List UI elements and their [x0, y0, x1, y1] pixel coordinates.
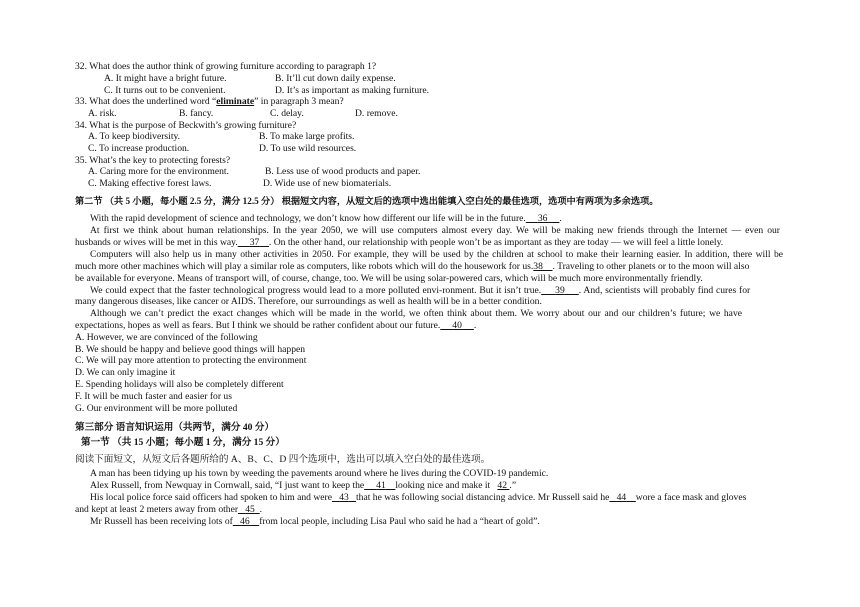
q32-option-d: D. It’s as important as making furniture.	[275, 85, 430, 96]
q34-option-a: A. To keep biodiversity.	[88, 131, 181, 142]
q33-stem	[75, 96, 344, 108]
passage-p4-line1: We could expect that the faster technological progress would lead to a more polluted envi-ronment. But it isn’t true. 39 . And, scientists will probably find cures for	[90, 285, 751, 296]
cloze-line1: A man has been tidying up his town by weeding the pavements around where he lives during the COVID-19 pandemic.	[90, 468, 549, 479]
q33-option-d: D. remove.	[355, 108, 398, 119]
blank-38: 38	[533, 261, 543, 272]
q32-option-a: A. It might have a bright future.	[104, 73, 227, 84]
q32-option-c: C. It turns out to be convenient.	[104, 85, 226, 96]
q33-option-a: A. risk.	[88, 108, 117, 119]
q32-stem: 32. What does the author think of growing furniture according to paragraph 1?	[75, 61, 377, 72]
q35-option-d: D. Wide use of new biomaterials.	[263, 178, 392, 189]
option-c: C. We will pay more attention to protecting the environment	[75, 355, 307, 366]
passage-p2-line2: husbands or wives will be met in this way. 37 . On the other hand, our relationship with people won’t be as important as they are today — we will feel a little lonely.	[75, 237, 724, 248]
q33-stem-pre: 33. What does the underlined word “	[75, 96, 217, 107]
blank-45: 45	[245, 504, 255, 515]
cloze-line2: Alex Russell, from Newquay in Cornwall, said, “I just want to keep the 41 looking nice and make it 42 .”	[90, 480, 517, 491]
passage-p5-line1: Although we can’t predict the exact changes which will be made in the world, we often think about them. We worry about our and our children’s future; we have	[90, 308, 742, 319]
option-d: D. We can only imagine it	[75, 367, 176, 378]
q35-option-a: A. Caring more for the environment.	[88, 166, 229, 177]
q33-option-c: C. delay.	[270, 108, 304, 119]
q33-underlined-word: eliminate	[216, 96, 255, 107]
q34-option-b: B. To make large profits.	[259, 131, 355, 142]
cloze-line5: Mr Russell has been receiving lots of 46 from local people, including Lisa Paul who said he had a “heart of gold”.	[90, 516, 540, 527]
option-e: E. Spending holidays will also be completely different	[75, 379, 284, 390]
q34-stem: 34. What is the purpose of Beckwith’s growing furniture?	[75, 120, 297, 131]
q34-option-d: D. To use wild resources.	[259, 143, 357, 154]
blank-43: 43	[339, 492, 349, 503]
passage-p3-line1: Computers will also help us in many other activities in 2050. For example, they will be used by the children at school to make their learning easier. In addition, there will be	[90, 249, 783, 260]
option-g: G. Our environment will be more polluted	[75, 403, 238, 414]
blank-37: 37	[249, 237, 260, 248]
section1-heading: 第一节 （共 15 小题；每小题 1 分，满分 15 分）	[81, 437, 285, 448]
q32-option-b: B. It’ll cut down daily expense.	[275, 73, 396, 84]
blank-44: 44	[616, 492, 627, 503]
q33-option-b: B. fancy.	[179, 108, 214, 119]
q33-stem-post: ” in paragraph 3 mean?	[254, 96, 344, 107]
option-f: F. It will be much faster and easier for us	[75, 391, 232, 402]
blank-42: 42	[497, 480, 508, 491]
q34-option-c: C. To increase production.	[88, 143, 190, 154]
passage-p1: With the rapid development of science and technology, we don’t know how different our life will be in the future. 36 .	[90, 213, 562, 224]
blank-46: 46	[240, 516, 250, 527]
blank-41: 41	[376, 480, 386, 491]
cloze-line4: and kept at least 2 meters away from other 45 .	[75, 504, 263, 515]
option-a: A. However, we are convinced of the following	[75, 332, 258, 343]
option-b: B. We should be happy and believe good things will happen	[75, 344, 306, 355]
cloze-line3: His local police force said officers had spoken to him and were 43 that he was following social distancing advice. Mr Russell said he 44 wore a face mask and gloves	[90, 492, 747, 503]
section2-heading: 第二节 （共 5 小题，每小题 2.5 分，满分 12.5 分） 根据短文内容，从短文后的选项中选出能填入空白处的最佳选项，选项中有两项为多余选项。	[75, 196, 659, 206]
part3-heading: 第三部分 语言知识运用（共两节，满分 40 分）	[75, 422, 275, 433]
q35-option-c: C. Making effective forest laws.	[88, 178, 212, 189]
section1-instructions: 阅读下面短文，从短文后各题所给的 A、B、C、D 四个选项中，选出可以填入空白处的最佳选项。	[75, 454, 491, 465]
blank-39: 39	[555, 285, 565, 296]
passage-p4-line2: many dangerous diseases, like cancer or AIDS. Therefore, our surroundings as well as health will be in a better condition.	[75, 296, 542, 307]
q35-stem: 35. What’s the key to protecting forests?	[75, 155, 231, 166]
passage-p5-line2: expectations, hopes as well as fears. But I think we should be rather confident about our future. 40 .	[75, 320, 477, 331]
passage-p2-line1: At first we think about human relationships. In the year 2050, we will use computers almost every day. We will be making new friends through the Internet — even our	[90, 225, 780, 236]
passage-p3-line2: much more other machines which will play a similar role as computers, like robots which will do the housework for us.38 . Traveling to other planets or to the moon will also	[75, 261, 750, 272]
q35-option-b: B. Less use of wood products and paper.	[265, 166, 421, 177]
blank-36: 36	[537, 213, 548, 224]
blank-40: 40	[452, 320, 462, 331]
passage-p3-line3: be available for everyone. Means of transport will, of course, change, too. We will be using solar-powered cars, which will be much more environmentally friendly.	[75, 273, 703, 284]
